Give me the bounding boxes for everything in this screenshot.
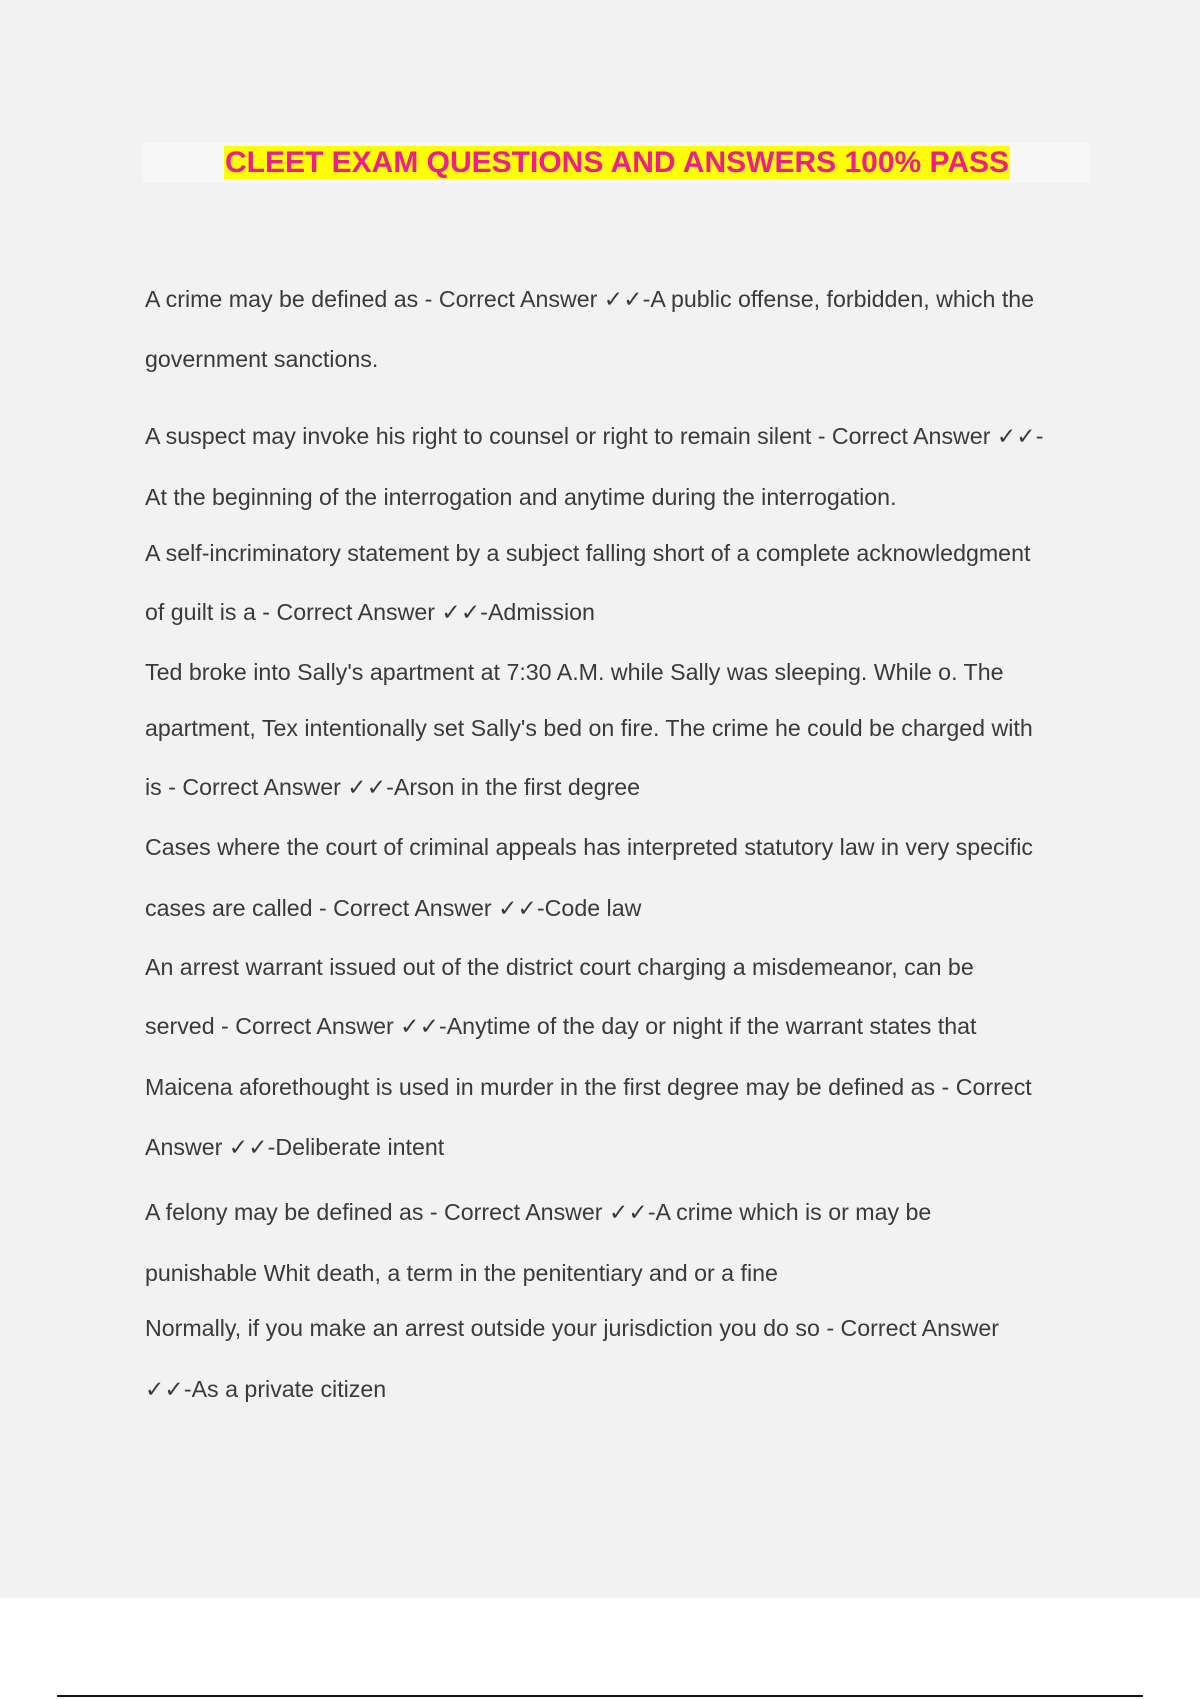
text-line: of guilt is a - Correct Answer ✓✓-Admission — [145, 599, 595, 625]
text-line: served - Correct Answer ✓✓-Anytime of the day or night if the warrant states that — [145, 1013, 977, 1039]
text-line: An arrest warrant issued out of the district court charging a misdemeanor, can be — [145, 954, 974, 980]
text-line: Cases where the court of criminal appeals has interpreted statutory law in very specific — [145, 834, 1033, 860]
text-line: is - Correct Answer ✓✓-Arson in the first degree — [145, 774, 641, 800]
text-line: A crime may be defined as - Correct Answer ✓✓-A public offense, forbidden, which the — [145, 286, 1035, 312]
text-line: Ted broke into Sally's apartment at 7:30 A.M. while Sally was sleeping. While o. The — [145, 659, 1004, 685]
text-line: A felony may be defined as - Correct Answer ✓✓-A crime which is or may be — [145, 1199, 932, 1225]
text-line: government sanctions. — [145, 346, 379, 372]
text-line: Answer ✓✓-Deliberate intent — [145, 1134, 445, 1160]
document-title — [0, 143, 1200, 183]
text-line: Maicena aforethought is used in murder in the first degree may be defined as - Correct — [145, 1074, 1032, 1100]
text-line: ✓✓-As a private citizen — [145, 1376, 387, 1402]
text-line: punishable Whit death, a term in the penitentiary and or a fine — [145, 1260, 778, 1286]
text-line: A suspect may invoke his right to counsel or right to remain silent - Correct Answer ✓✓- — [145, 423, 1044, 449]
text-line: A self-incriminatory statement by a subject falling short of a complete acknowledgment — [145, 540, 1031, 566]
text-line: At the beginning of the interrogation and anytime during the interrogation. — [145, 484, 897, 510]
title-highlight: CLEET EXAM QUESTIONS AND ANSWERS 100% PASS — [224, 146, 1009, 179]
text-line: cases are called - Correct Answer ✓✓-Code law — [145, 895, 642, 921]
text-line: Normally, if you make an arrest outside your jurisdiction you do so - Correct Answer — [145, 1315, 999, 1341]
footer-rule — [57, 1695, 1143, 1697]
text-line: apartment, Tex intentionally set Sally's bed on fire. The crime he could be charged with — [145, 715, 1033, 741]
